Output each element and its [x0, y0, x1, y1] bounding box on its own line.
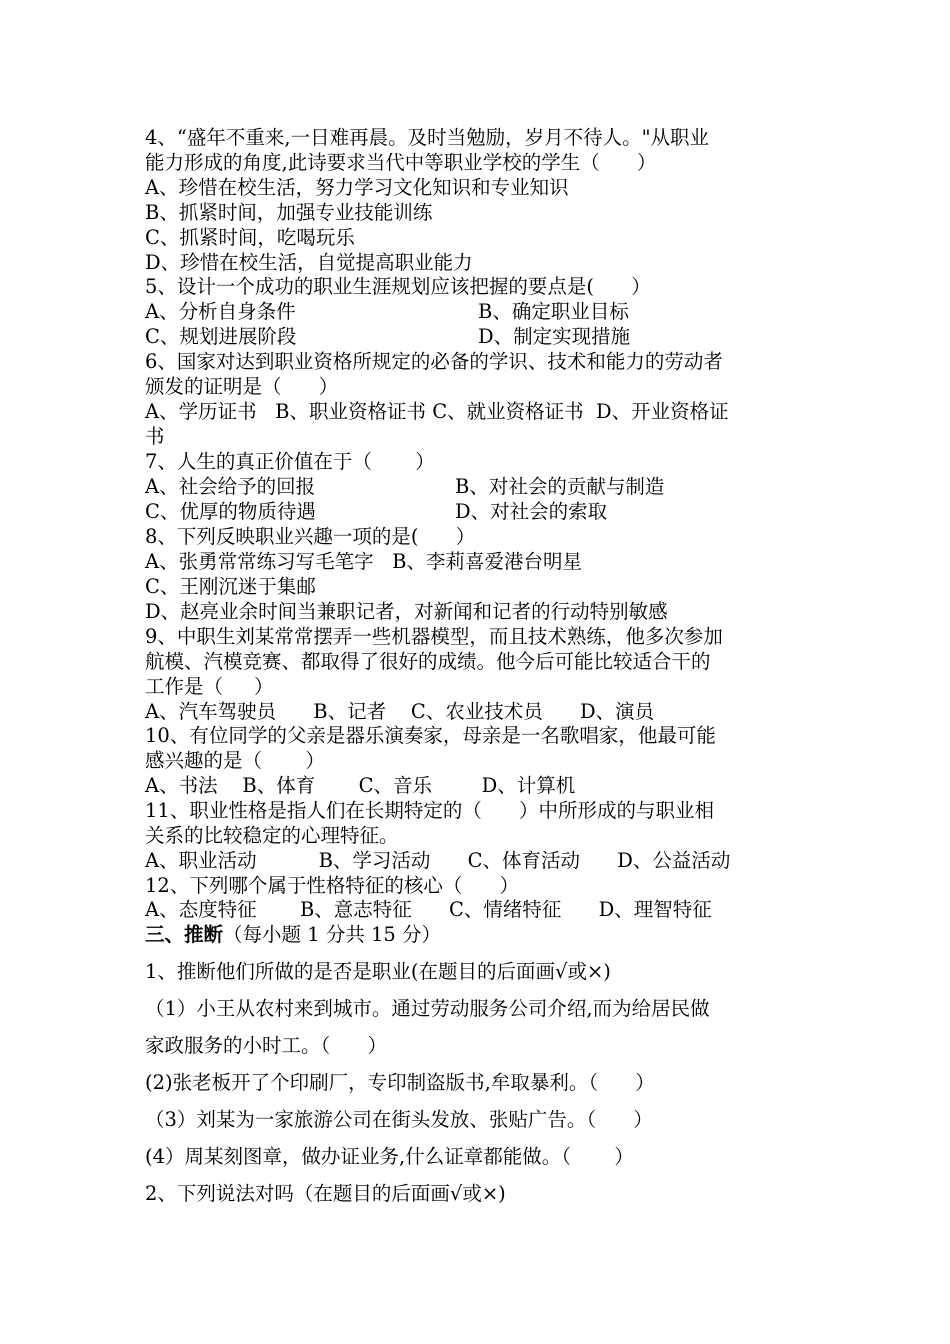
- q4-stem-line1: 4、“盛年不重来,一日难再晨。及时当勉励，岁月不待人。"从职业: [145, 126, 710, 149]
- q8-stem: 8、下列反映职业兴趣一项的是( ）: [145, 525, 476, 548]
- j1-item1-line1: （1）小王从农村来到城市。通过劳动服务公司介绍,而为给居民做: [145, 997, 710, 1020]
- q7-stem: 7、人生的真正价值在于（ ）: [145, 450, 435, 473]
- q10-options: A、书法 B、体育 C、音乐 D、计算机: [145, 774, 576, 797]
- q7-option-b: B、对社会的贡献与制造: [455, 475, 665, 498]
- q7-option-a: A、社会给予的回报: [145, 475, 316, 498]
- q4-option-a: A、珍惜在校生活，努力学习文化知识和专业知识: [145, 176, 569, 199]
- q7-option-d: D、对社会的索取: [455, 500, 608, 523]
- section-three-title: 三、推断: [145, 923, 224, 946]
- q4-option-c: C、抓紧时间，吃喝玩乐: [145, 226, 355, 249]
- j2-stem: 2、下列说法对吗（在题目的后面画√或×): [145, 1182, 506, 1205]
- section-three-heading: [145, 922, 441, 947]
- q6-stem-line1: 6、国家对达到职业资格所规定的必备的学识、技术和能力的劳动者: [145, 350, 723, 373]
- q8-option-ab: A、张勇常常练习写毛笔字 B、李莉喜爱港台明星: [145, 550, 583, 573]
- j1-item1-line2: 家政服务的小时工。（ ）: [145, 1034, 387, 1057]
- q9-stem-line1: 9、中职生刘某常常摆弄一些机器模型，而且技术熟练，他多次参加: [145, 625, 723, 648]
- q12-options: A、态度特征 B、意志特征 C、情绪特征 D、理智特征: [145, 898, 712, 921]
- j1-stem: 1、推断他们所做的是否是职业(在题目的后面画√或×): [145, 960, 611, 983]
- j1-item4: (4）周某刻图章，做办证业务,什么证章都能做。（ ）: [145, 1145, 634, 1168]
- q4-option-d: D、珍惜在校生活，自觉提高职业能力: [145, 251, 473, 274]
- q5-option-b: B、确定职业目标: [478, 300, 629, 323]
- q11-stem-line2: 关系的比较稳定的心理特征。: [145, 824, 399, 847]
- q6-options: A、学历证书 B、职业资格证书 C、就业资格证书 D、开业资格证: [145, 400, 729, 423]
- q11-options: A、职业活动 B、学习活动 C、体育活动 D、公益活动: [145, 849, 731, 872]
- q5-option-d: D、制定实现措施: [478, 325, 631, 348]
- q9-options: A、汽车驾驶员 B、记者 C、农业技术员 D、演员: [145, 700, 655, 723]
- q10-stem-line1: 10、有位同学的父亲是器乐演奏家，母亲是一名歌唱家，他最可能: [145, 724, 716, 747]
- q11-stem-line1: 11、职业性格是指人们在长期特定的（ ）中所形成的与职业相: [145, 799, 715, 822]
- q6-options-cont: 书: [145, 425, 165, 448]
- q8-option-c: C、王刚沉迷于集邮: [145, 575, 316, 598]
- q9-stem-line3: 工作是（ ）: [145, 675, 274, 698]
- section-three-note: （每小题 1 分共 15 分）: [223, 923, 442, 946]
- q12-stem: 12、下列哪个属于性格特征的核心（ ）: [145, 874, 520, 897]
- q8-option-d: D、赵亮业余时间当兼职记者，对新闻和记者的行动特别敏感: [145, 600, 668, 623]
- q6-stem-line2: 颁发的证明是（ ）: [145, 375, 339, 398]
- q10-stem-line2: 感兴趣的是（ ）: [145, 749, 325, 772]
- q9-stem-line2: 航模、汽模竞赛、都取得了很好的成绩。他今后可能比较适合干的: [145, 650, 711, 673]
- j1-item2: (2)张老板开了个印刷厂，专印制盗版书,牟取暴利。（ ）: [145, 1071, 655, 1094]
- q7-option-c: C、优厚的物质待遇: [145, 500, 316, 523]
- q4-stem-line2: 能力形成的角度,此诗要求当代中等职业学校的学生（ ）: [145, 151, 657, 174]
- q5-option-c: C、规划进展阶段: [145, 325, 297, 348]
- q5-stem: 5、设计一个成功的职业生涯规划应该把握的要点是( ）: [145, 275, 651, 298]
- q4-option-b: B、抓紧时间，加强专业技能训练: [145, 201, 433, 224]
- j1-item3: （3）刘某为一家旅游公司在街头发放、张贴广告。（ ）: [145, 1108, 653, 1131]
- q5-option-a: A、分析自身条件: [145, 300, 296, 323]
